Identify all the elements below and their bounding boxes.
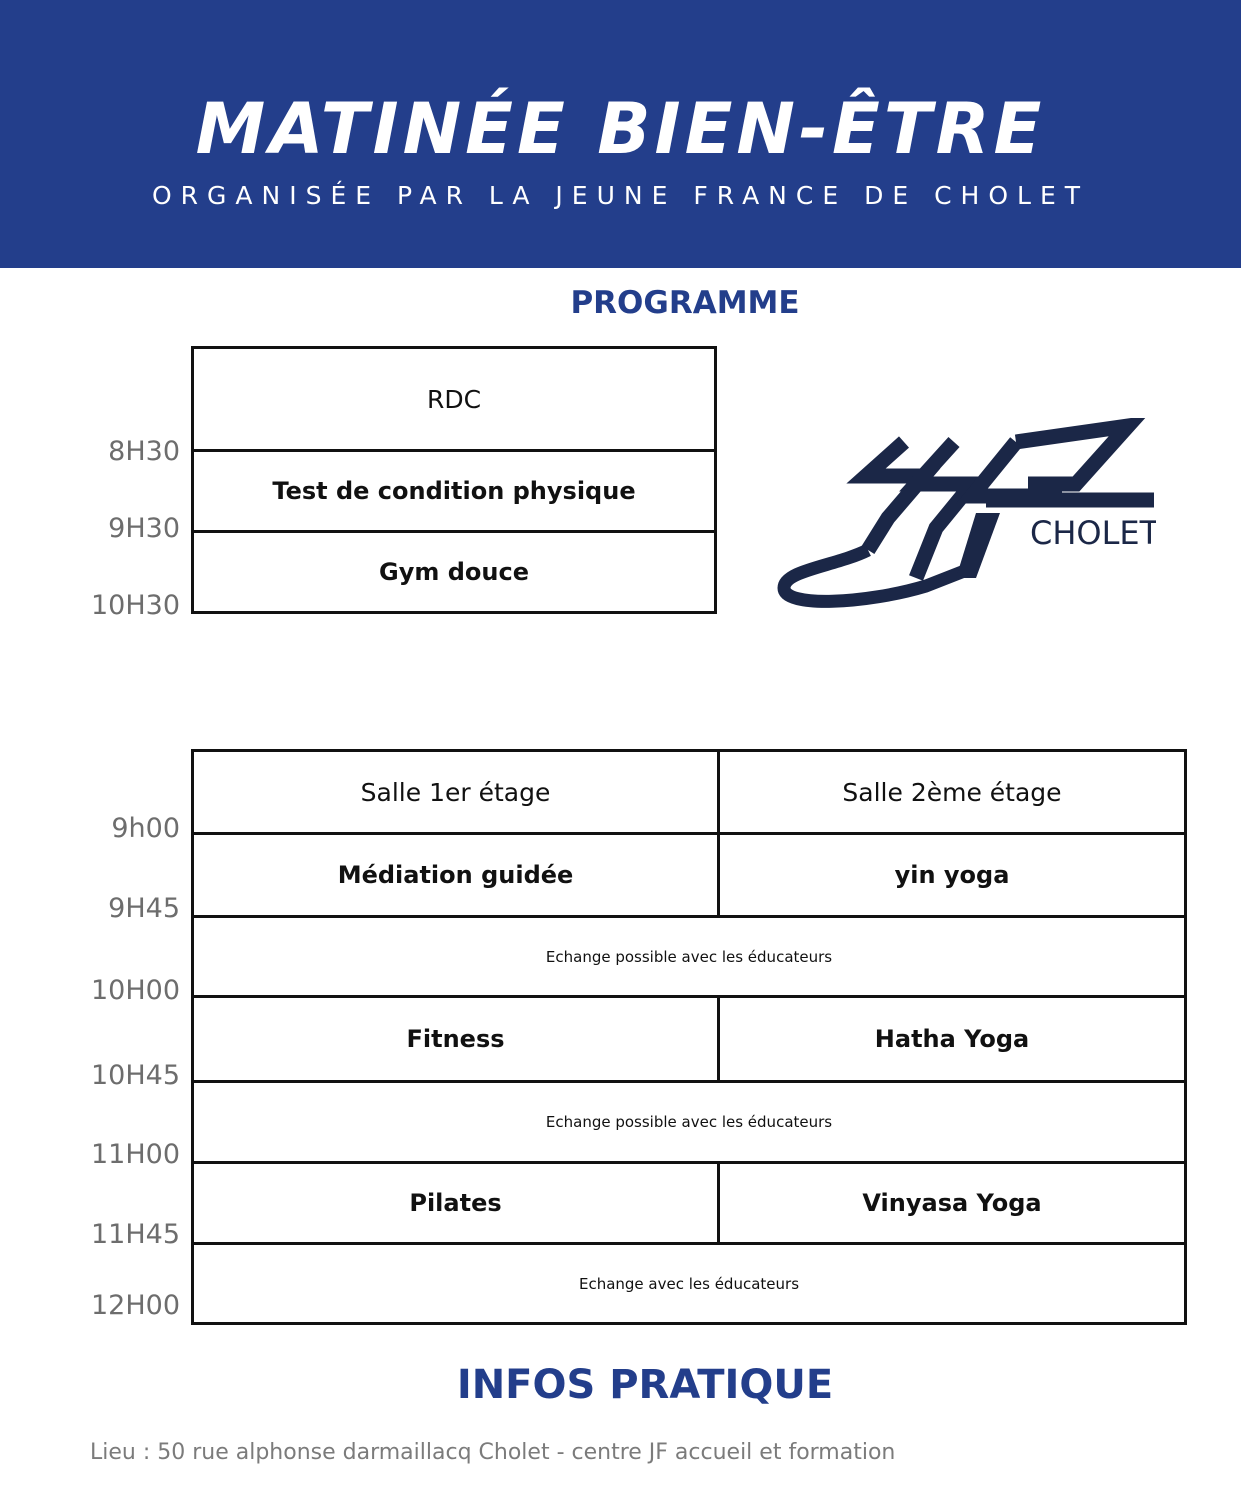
page-title: MATINÉE BIEN-ÊTRE [195, 88, 1046, 170]
time-label: 10H30 [90, 590, 180, 621]
programme-heading: PROGRAMME [570, 285, 800, 321]
jf-cholet-logo-icon [776, 418, 1156, 613]
header-salle-2: Salle 2ème étage [842, 777, 1062, 807]
activity-yin-yoga: yin yoga [894, 861, 1010, 889]
location-text: Lieu : 50 rue alphonse darmaillacq Cholet - centre JF accueil et formation [90, 1440, 896, 1465]
infos-heading: INFOS PRATIQUE [456, 1362, 834, 1408]
time-label: 9H30 [108, 513, 180, 544]
activity-pilates: Pilates [409, 1189, 502, 1217]
activity-test-condition: Test de condition physique [272, 477, 636, 505]
time-label: 11H45 [90, 1219, 180, 1250]
time-label: 9h00 [111, 813, 180, 844]
break-echange-1: Echange possible avec les éducateurs [545, 947, 833, 966]
column-divider [717, 998, 720, 1080]
time-label: 10H00 [90, 975, 180, 1006]
activity-mediation: Médiation guidée [337, 861, 574, 889]
column-divider [717, 1164, 720, 1242]
header-salle-1: Salle 1er étage [360, 777, 551, 807]
rdc-header: RDC [426, 384, 482, 414]
time-label: 8H30 [108, 436, 180, 467]
time-label: 9H45 [108, 893, 180, 924]
activity-vinyasa-yoga: Vinyasa Yoga [862, 1189, 1042, 1217]
floors-schedule-table [191, 749, 1187, 1325]
time-label: 10H45 [90, 1060, 180, 1091]
logo-text: CHOLET [1030, 514, 1156, 552]
page-subtitle: ORGANISÉE PAR LA JEUNE FRANCE DE CHOLET [151, 181, 1090, 210]
break-echange-3: Echange avec les éducateurs [578, 1274, 800, 1293]
break-echange-2: Echange possible avec les éducateurs [545, 1113, 833, 1131]
time-label: 11H00 [90, 1139, 180, 1170]
header-banner [0, 0, 1241, 268]
activity-fitness: Fitness [406, 1025, 505, 1053]
time-label: 12H00 [90, 1290, 180, 1321]
column-divider [717, 752, 720, 915]
activity-hatha-yoga: Hatha Yoga [874, 1025, 1030, 1053]
rdc-schedule-table [191, 346, 717, 614]
activity-gym-douce: Gym douce [379, 558, 529, 586]
